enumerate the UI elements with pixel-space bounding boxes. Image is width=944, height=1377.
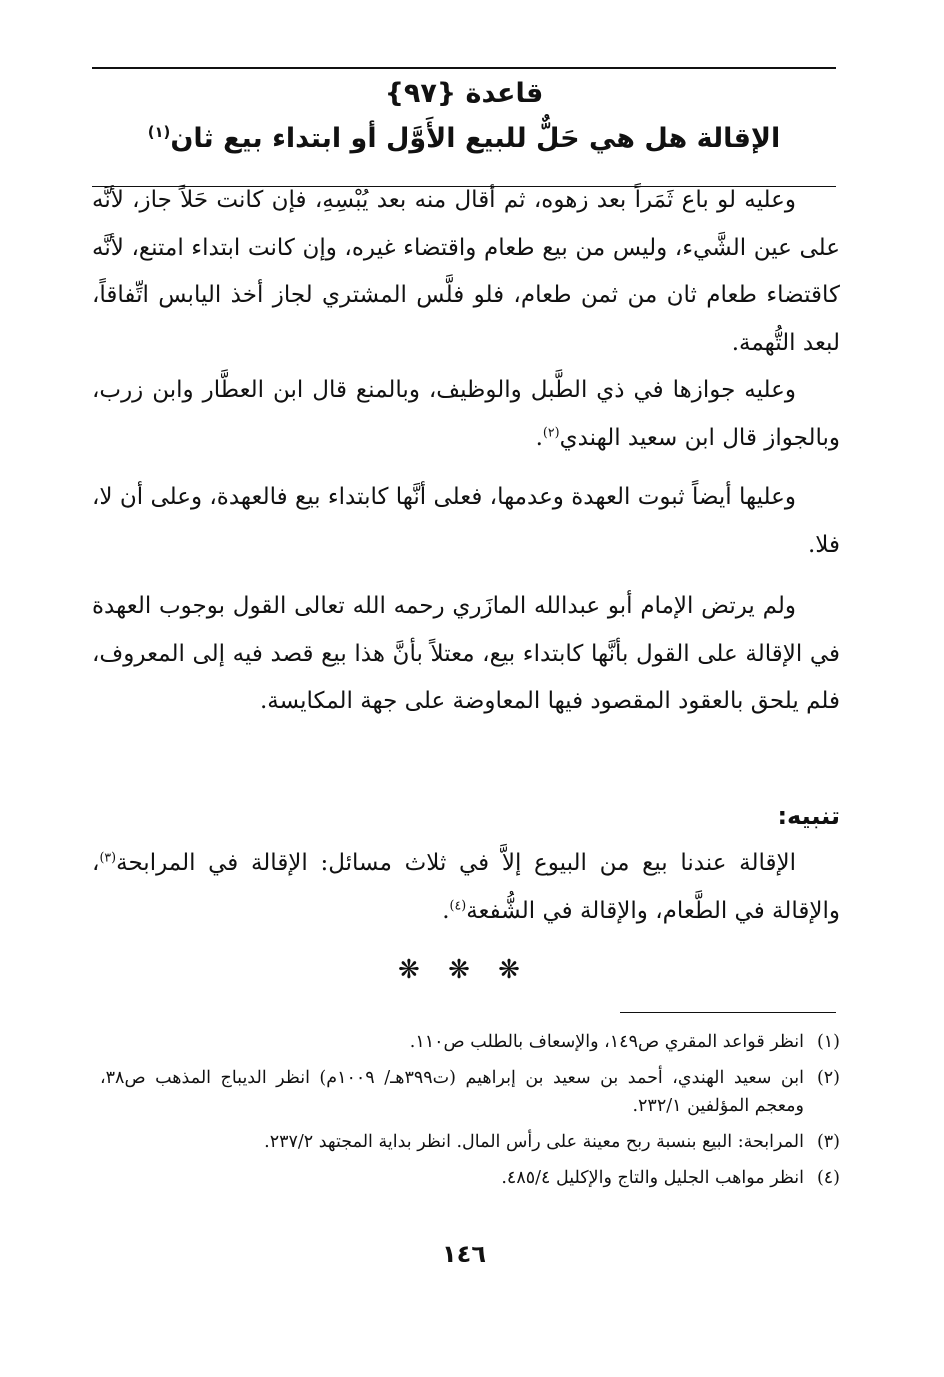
rule-number-label: قاعدة {٩٧} (384, 78, 544, 109)
footnotes-list (100, 1028, 840, 1200)
note-paragraph (92, 840, 840, 935)
footnote-item (100, 1028, 840, 1056)
footnote-text: المرابحة: البيع بنسبة ربح معينة على رأس المال. انظر بداية المجتهد ٢٣٧/٢. (264, 1132, 804, 1152)
paragraph-1-text: وعليه لو باع ثَمَراً بعد زهوه، ثم أقال منه بعد يُبْسِهِ، فإن كانت حَلاً جاز، لأنَّه على عين الشَّيء، وليس من بيع طعام واقتضاء غيره، وإن كانت ابتداء امتنع، لأنَّه كاقتضاء طعام ثان من ثمن طعام، فلو فلَّس المشتري لجاز أخذ اليابس اتِّفاقاً، لبعد التُّهمة. (92, 187, 840, 356)
footnote-item (100, 1164, 840, 1192)
footnote-ref-3: (٣) (99, 849, 117, 865)
footnote-ref-2: (٢) (542, 423, 560, 439)
rule-number-heading (92, 74, 836, 114)
paragraph-1 (92, 177, 840, 367)
page-number: ١٤٦ (442, 1240, 486, 1268)
footnote-ref-4: (٤) (449, 896, 467, 912)
footnote-text: انظر قواعد المقري ص١٤٩، والإسعاف بالطلب ص١١٠. (409, 1032, 804, 1052)
footnote-number: (٤) (816, 1168, 840, 1188)
rule-title-text: الإقالة هل هي حَلٌّ للبيع الأَوَّل أو ابتداء بيع ثان (170, 123, 781, 154)
paragraph-2-text: وعليه جوازها في ذي الطَّبل والوظيف، وبالمنع قال ابن العطَّار وابن زرب، وبالجواز قال ابن سعيد الهندي (92, 377, 840, 451)
paragraph-4-text: ولم يرتض الإمام أبو عبدالله المازَري رحمه الله تعالى القول بوجوب العهدة في الإقالة على القول بأنَّها كابتداء بيع، معتلاً بأنَّ هذا بيع قصد فيه إلى المعروف، فلم يلحق بالعقود المقصود فيها المعاوضة على جهة المكايسة. (92, 593, 840, 714)
paragraph-4 (92, 583, 840, 726)
footnote-item (100, 1128, 840, 1156)
footnote-number: (٢) (816, 1068, 840, 1088)
paragraph-3 (92, 474, 840, 569)
top-rule (92, 67, 836, 69)
section-separator: ❋ ❋ ❋ (398, 955, 530, 985)
rule-title (92, 116, 836, 162)
footnote-ref-1: (١) (147, 123, 171, 141)
note-text-a: الإقالة عندنا بيع من البيوع إلاَّ في ثلاث مسائل: الإقالة في المرابحة (116, 850, 796, 876)
footnote-item (100, 1064, 840, 1120)
footnote-text: ابن سعيد الهندي، أحمد بن سعيد بن إبراهيم (ت٣٩٩هـ/ ١٠٠٩م) انظر الديباج المذهب ص٣٨، ومعجم المؤلفين ٢٣٢/١. (100, 1068, 804, 1116)
note-text-c: . (442, 897, 450, 924)
note-text-b: ، والإقالة في الطَّعام، والإقالة في الشُّفعة (92, 850, 840, 924)
footnote-number: (٣) (816, 1132, 840, 1152)
footnote-divider (620, 1012, 836, 1013)
footnote-number: (١) (816, 1032, 840, 1052)
paragraph-3-text: وعليها أيضاً ثبوت العهدة وعدمها، فعلى أنَّها كابتداء بيع فالعهدة، وعلى أن لا، فلا. (92, 484, 840, 558)
note-heading: تنبيه: (777, 802, 840, 830)
paragraph-2-end: . (535, 424, 543, 451)
paragraph-2 (92, 367, 840, 462)
footnote-text: انظر مواهب الجليل والتاج والإكليل ٤٨٥/٤. (501, 1168, 804, 1188)
